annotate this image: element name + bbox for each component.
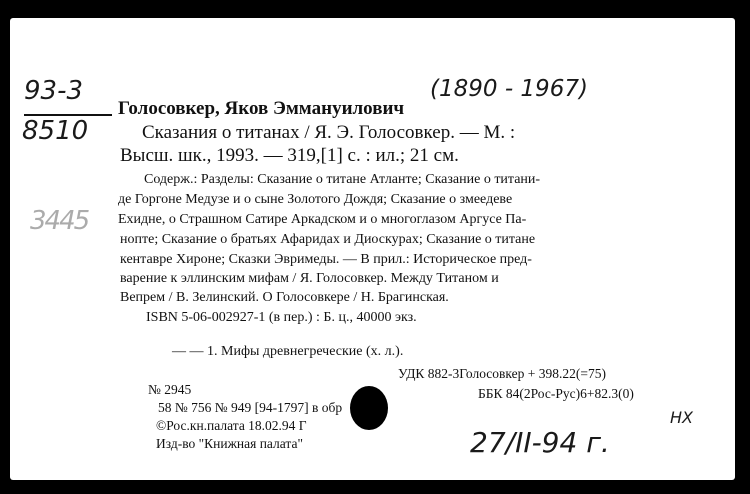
shelfmark-bottom: 8510: [22, 116, 89, 146]
author-heading: [118, 98, 404, 120]
punch-hole: [350, 386, 388, 430]
catalog-card: [10, 18, 735, 480]
shelfmark-top: 93-3: [24, 76, 84, 106]
order-line: 58 № 756 № 949 [94-1797] в обр: [158, 400, 343, 415]
author-name: Голосовкер, Яков Эммануилович: [118, 98, 405, 119]
faded-handwritten-mark: 3445: [30, 206, 89, 236]
contents-line-4: нопте; Сказание о братьях Афаридах и Диоскурах; Сказание о титане: [120, 232, 536, 247]
bbk-code: ББК 84(2Рос-Рус)6+82.3(0): [478, 386, 634, 401]
imprint-line: Высш. шк., 1993. — 319,[1] с. : ил.; 21 см.: [120, 145, 459, 166]
title-line: Сказания о титанах / Я. Э. Голосовкер. — М. :: [142, 122, 516, 143]
handwritten-initials: НХ: [670, 408, 693, 427]
contents-line-2: де Горгоне Медузе и о сыне Золотого Дождя; Сказание о змеедеве: [118, 192, 513, 207]
udk-code: УДК 882-3Голосовкер + 398.22(=75): [398, 366, 606, 381]
subject-line: — — 1. Мифы древнегреческие (х. л.).: [172, 344, 404, 359]
author-dates: (1890 - 1967): [430, 76, 588, 102]
contents-line-1: Содерж.: Разделы: Сказание о титане Атланте; Сказание о титани-: [144, 172, 541, 187]
contents-line-5: кентавре Хироне; Сказки Эвримеды. — В прил.: Историческое пред-: [120, 252, 532, 267]
contents-line-7: Вепрем / В. Зелинский. О Голосовкере / Н. Брагинская.: [120, 290, 449, 305]
contents-line-3: Ехидне, о Страшном Сатире Аркадском и о многоглазом Аргусе Па-: [118, 212, 527, 227]
copyright-line: ©Рос.кн.палата 18.02.94 Г: [156, 418, 307, 433]
publisher-line: Изд-во "Книжная палата": [156, 436, 303, 451]
isbn-line: ISBN 5-06-002927-1 (в пер.) : Б. ц., 40000 экз.: [146, 310, 417, 325]
handwritten-date: 27/II-94 г.: [470, 426, 610, 459]
card-number: № 2945: [148, 382, 192, 397]
contents-line-6: варение к эллинским мифам / Я. Голосовкер. Между Титаном и: [120, 271, 499, 286]
